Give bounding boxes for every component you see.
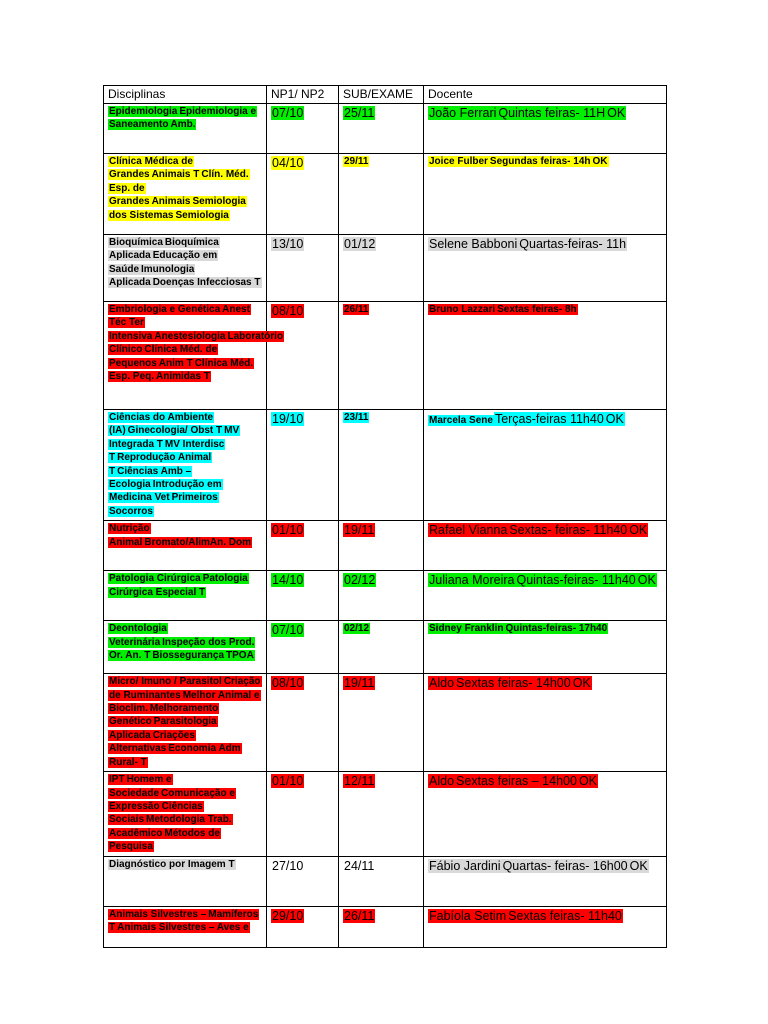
np-cell bbox=[267, 104, 339, 154]
disciplina-line: Clín. Méd. Esp. de Grandes bbox=[109, 169, 249, 208]
sub-exame-date: 25/11 bbox=[344, 106, 375, 120]
docente-line: Fabíola Setim bbox=[429, 908, 507, 923]
np-date: 27/10 bbox=[272, 858, 304, 873]
sub-exame-cell bbox=[339, 674, 424, 772]
disciplinas-cell bbox=[104, 104, 267, 154]
disciplina-line: Metodologia Trab. Acadêmico bbox=[109, 814, 232, 839]
docente-cell bbox=[424, 302, 667, 410]
disciplinas-cell bbox=[104, 856, 267, 906]
disciplina-line: Amb. bbox=[170, 119, 196, 131]
sub-exame-date: 12/11 bbox=[344, 774, 375, 789]
disciplina-line: Reprodução Animal T bbox=[109, 452, 212, 477]
docente-cell bbox=[424, 235, 667, 302]
disciplina-line: Anest Téc Ter Intensiva bbox=[109, 304, 250, 342]
np-date: 07/10 bbox=[272, 623, 304, 638]
docente-cell bbox=[424, 571, 667, 621]
table-row bbox=[104, 772, 667, 856]
docente-line: Sextas feiras – 14h00 bbox=[456, 774, 577, 789]
disciplina-line: Diagnóstico por Imagem T bbox=[109, 858, 235, 870]
disciplina-line: Semiologia dos Sistemas bbox=[109, 196, 246, 221]
docente-cell bbox=[424, 521, 667, 571]
docente-line: OK bbox=[578, 774, 598, 789]
table-row bbox=[104, 302, 667, 410]
docente-cell bbox=[424, 674, 667, 772]
disciplina-line: MV Integrada T bbox=[109, 425, 240, 450]
np-date: 13/10 bbox=[272, 237, 304, 251]
table-row bbox=[104, 104, 667, 154]
np-cell bbox=[267, 154, 339, 235]
np-cell bbox=[267, 772, 339, 856]
sub-exame-date: 19/11 bbox=[344, 676, 375, 691]
header-disciplinas: Disciplinas bbox=[104, 86, 267, 104]
docente-line: Fábio Jardini bbox=[429, 858, 501, 873]
sub-exame-cell bbox=[339, 410, 424, 521]
docente-line: Aldo bbox=[429, 676, 455, 691]
table-body bbox=[104, 104, 667, 948]
disciplina-line: Animidas T bbox=[156, 371, 210, 383]
disciplina-line: Animais Silvestres – bbox=[109, 908, 207, 920]
np-cell bbox=[267, 571, 339, 621]
disciplina-line: Biossegurança bbox=[152, 650, 225, 662]
disciplina-line: Bioquímica Aplicada bbox=[109, 237, 219, 262]
np-cell bbox=[267, 410, 339, 521]
disciplina-line: Animais T bbox=[151, 169, 200, 181]
docente-line: OK bbox=[629, 523, 648, 538]
disciplina-line: Melhoramento Genético bbox=[109, 703, 219, 728]
disciplinas-cell bbox=[104, 674, 267, 772]
docente-name: Marcela Sene bbox=[429, 415, 493, 426]
sub-exame-cell bbox=[339, 621, 424, 674]
docente-line: Sextas- feiras- 11h40 bbox=[509, 523, 628, 538]
docente-line: Sextas feiras- 8h bbox=[497, 304, 577, 315]
disciplina-line: Micro/ Imuno / Parasitol bbox=[109, 676, 222, 688]
disciplina-line: Doenças Infecciosas T bbox=[152, 277, 261, 289]
schedule-table bbox=[103, 85, 667, 948]
disciplina-line: Introdução em Medicina Vet bbox=[109, 479, 222, 504]
table-row bbox=[104, 674, 667, 772]
sub-exame-cell bbox=[339, 571, 424, 621]
disciplina-line: Patologia Cirúrgica Especial T bbox=[109, 573, 248, 598]
np-date: 01/10 bbox=[272, 523, 304, 538]
table-row bbox=[104, 154, 667, 235]
disciplinas-cell bbox=[104, 621, 267, 674]
disciplina-line: Animais bbox=[151, 196, 191, 208]
sub-exame-cell bbox=[339, 302, 424, 410]
disciplina-line: Deontologia Veterinária bbox=[109, 623, 167, 648]
disciplinas-cell bbox=[104, 235, 267, 302]
np-cell bbox=[267, 906, 339, 947]
disciplinas-cell bbox=[104, 302, 284, 410]
np-cell bbox=[267, 521, 339, 571]
sub-exame-date: 02/12 bbox=[344, 623, 370, 635]
docente-line: Selene Babboni bbox=[429, 237, 518, 251]
np-date: 04/10 bbox=[272, 156, 304, 170]
disciplina-line: Criações Alternativas bbox=[109, 729, 195, 755]
disciplina-line: Economia Adm Rural- T bbox=[109, 743, 241, 768]
disciplina-line: Ciências do Ambiente (IA) bbox=[109, 412, 214, 437]
sub-exame-cell bbox=[339, 154, 424, 235]
disciplina-line: Ginecologia/ Obst T bbox=[127, 425, 223, 437]
docente-line: OK bbox=[637, 573, 656, 588]
disciplinas-cell bbox=[104, 571, 267, 621]
disciplina-line: Nutrição Animal bbox=[109, 523, 150, 548]
disciplina-line: Embriologia e Genética bbox=[109, 304, 221, 315]
docente-line: Bruno Lazzari bbox=[429, 304, 496, 315]
disciplina-line: Patologia Cirúrgica bbox=[109, 573, 201, 585]
np-cell bbox=[267, 235, 339, 302]
disciplina-line: Ciências Amb – Ecologia bbox=[109, 465, 192, 491]
disciplina-line: Parasitologia Aplicada bbox=[109, 716, 217, 741]
disciplinas-cell bbox=[104, 410, 267, 521]
table-row bbox=[104, 521, 667, 571]
docente-line: OK bbox=[607, 106, 626, 120]
disciplina-line: Inspeção dos Prod. Or. An. T bbox=[109, 636, 255, 662]
docente-line: João Ferrari bbox=[429, 106, 497, 120]
disciplinas-cell bbox=[104, 772, 267, 856]
header-row bbox=[104, 86, 667, 104]
header-docente: Docente bbox=[424, 86, 667, 104]
sub-exame-date: 19/11 bbox=[344, 523, 375, 538]
docente-cell bbox=[424, 856, 667, 906]
docente-line: OK bbox=[629, 858, 648, 873]
sub-exame-date: 02/12 bbox=[344, 573, 376, 588]
docente-line: Quartas- feiras- 16h00 bbox=[502, 858, 628, 873]
docente-line: Quintas-feiras- 17h40 bbox=[505, 623, 608, 635]
docente-line: Sextas feiras- 14h00 bbox=[456, 676, 571, 691]
docente-line: Quartas-feiras- 11h bbox=[519, 237, 627, 251]
docente-line: Sextas feiras- 11h40 bbox=[508, 908, 622, 923]
docente-cell bbox=[424, 621, 667, 674]
docente-line: OK bbox=[605, 412, 624, 426]
disciplina-line: Epidemiologia bbox=[109, 106, 178, 117]
disciplina-line: Homem e Sociedade bbox=[109, 774, 172, 799]
disciplina-line: Animais Silvestres – Aves e bbox=[117, 921, 249, 933]
disciplina-line: Melhor Animal e Bioclim. bbox=[109, 689, 260, 715]
disciplina-line: Comunicação e Expressão bbox=[109, 787, 235, 812]
docente-cell bbox=[424, 772, 667, 856]
docente-line: OK bbox=[592, 156, 608, 167]
table-row bbox=[104, 906, 667, 947]
disciplina-line: Ciências Sociais bbox=[109, 800, 203, 826]
np-date: 01/10 bbox=[272, 774, 304, 789]
header-np: NP1/ NP2 bbox=[267, 86, 339, 104]
sub-exame-date: 29/11 bbox=[344, 156, 369, 167]
sub-exame-cell bbox=[339, 856, 424, 906]
np-date: 29/10 bbox=[272, 908, 304, 923]
docente-line: Segundas feiras- 14h bbox=[489, 156, 591, 167]
docente-cell bbox=[424, 906, 667, 947]
table-row bbox=[104, 235, 667, 302]
table-row bbox=[104, 856, 667, 906]
sub-exame-date: 23/11 bbox=[344, 412, 369, 423]
docente-line: Aldo bbox=[429, 774, 455, 789]
table-row bbox=[104, 410, 667, 521]
disciplina-line: Mamíferos T bbox=[109, 908, 259, 933]
disciplina-line: Educação em Saúde bbox=[109, 250, 218, 275]
np-date: 19/10 bbox=[272, 412, 304, 426]
np-date: 08/10 bbox=[272, 304, 304, 318]
sub-exame-cell bbox=[339, 772, 424, 856]
docente-line: Rafael Vianna bbox=[429, 523, 508, 538]
disciplina-line: Bioquímica bbox=[109, 237, 163, 248]
disciplinas-cell bbox=[104, 154, 267, 235]
disciplina-line: Imunologia Aplicada bbox=[109, 263, 195, 289]
disciplina-line: Clínica Méd. de Pequenos bbox=[109, 344, 218, 369]
docente-cell bbox=[424, 104, 667, 154]
sub-exame-date: 24/11 bbox=[344, 858, 375, 873]
header-sub-exame: SUB/EXAME bbox=[339, 86, 424, 104]
np-date: 07/10 bbox=[272, 106, 304, 120]
disciplina-line: Métodos de Pesquisa bbox=[109, 827, 220, 853]
disciplina-line: Clínica Méd. Esp. Peq. bbox=[109, 357, 254, 383]
sub-exame-cell bbox=[339, 235, 424, 302]
np-cell bbox=[267, 302, 339, 410]
disciplina-line: Epidemiologia e Saneamento bbox=[109, 106, 257, 131]
disciplina-line: Anestesiologia bbox=[154, 330, 226, 342]
docente-line: Joice Fulber bbox=[429, 156, 488, 167]
disciplina-line: Bromato/AlimAn. Dom bbox=[144, 536, 252, 548]
disciplina-line: Clínica Médica de Grandes bbox=[109, 156, 193, 181]
docente-cell bbox=[424, 154, 667, 235]
sub-exame-date: 26/11 bbox=[344, 908, 375, 923]
docente-cell bbox=[424, 410, 667, 521]
sub-exame-cell bbox=[339, 104, 424, 154]
np-cell bbox=[267, 856, 339, 906]
np-date: 08/10 bbox=[272, 676, 304, 691]
docente-line: OK bbox=[572, 676, 591, 691]
np-date: 14/10 bbox=[272, 573, 304, 588]
np-cell bbox=[267, 674, 339, 772]
table-row bbox=[104, 621, 667, 674]
docente-line: Sidney Franklin bbox=[429, 623, 504, 635]
docente-line: Quintas feiras- 11H bbox=[498, 106, 606, 120]
sub-exame-cell bbox=[339, 521, 424, 571]
sub-exame-date: 26/11 bbox=[344, 304, 369, 315]
docente-line: Quintas-feiras- 11h40 bbox=[516, 573, 636, 588]
disciplina-line: Laboratório Clínico bbox=[109, 330, 284, 356]
disciplina-line: Criação de Ruminantes bbox=[109, 676, 261, 701]
disciplina-line: MV Interdisc T bbox=[109, 438, 225, 464]
disciplina-line: Semiologia bbox=[175, 209, 229, 221]
sub-exame-cell bbox=[339, 906, 424, 947]
np-cell bbox=[267, 621, 339, 674]
disciplina-line: IPT bbox=[109, 774, 125, 786]
table-row bbox=[104, 571, 667, 621]
disciplina-line: Primeiros Socorros bbox=[109, 492, 218, 517]
docente-line: Juliana Moreira bbox=[429, 573, 515, 588]
sub-exame-date: 01/12 bbox=[344, 237, 376, 251]
disciplina-line: Anim T bbox=[158, 357, 193, 369]
disciplinas-cell bbox=[104, 906, 267, 947]
docente-line: Terças-feiras 11h40 bbox=[494, 412, 604, 426]
disciplina-line: TPOA bbox=[226, 650, 254, 662]
disciplinas-cell bbox=[104, 521, 267, 571]
